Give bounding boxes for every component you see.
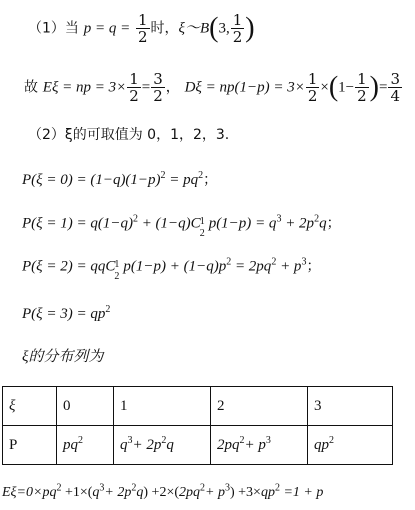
combination-lower: 2	[114, 271, 120, 282]
part1-label: （1）	[28, 20, 65, 37]
exponent: 3	[301, 256, 307, 268]
part1-dist-n: 3,	[218, 20, 230, 37]
fraction-numerator: 1	[137, 11, 148, 29]
variance-lhs: Dξ = np(1−p) = 3×	[184, 79, 305, 96]
prob-2-rhs: = 2pq	[234, 258, 272, 275]
exponent: 2	[314, 213, 320, 225]
table-header-cell: 3	[308, 387, 393, 426]
exponent: 2	[78, 434, 83, 446]
prob-1-mid2: p(1−p)	[208, 215, 252, 232]
exponent: 2	[200, 482, 206, 494]
term: + p	[205, 485, 225, 500]
prob-0-rhs: = pq	[169, 172, 199, 188]
term: q	[136, 485, 144, 500]
part1-when: 当	[64, 20, 79, 37]
fraction-denominator: 2	[137, 28, 148, 46]
prob-1-mid: + (1−q)C	[141, 215, 201, 232]
fraction-denominator: 2	[153, 87, 163, 105]
equals-sign: =	[141, 79, 151, 96]
expectation-lhs: Eξ=0×	[2, 485, 43, 500]
cell-term: q	[166, 436, 174, 453]
exponent: 2	[160, 170, 166, 181]
close-paren: )	[143, 485, 149, 500]
cell-term: + 2p	[132, 436, 162, 453]
prob-1-line	[22, 213, 341, 239]
exponent: 2	[239, 434, 245, 446]
fraction-denominator: 2	[129, 87, 139, 105]
prob-2-lhs: P(ξ = 2) = qqC	[22, 258, 116, 275]
equals-sign: =	[379, 79, 388, 96]
part1-cond-fraction	[136, 12, 150, 45]
prob-2-line	[22, 256, 321, 282]
variance-one-minus: 1−	[338, 79, 355, 96]
fraction-denominator: 2	[307, 87, 318, 105]
fraction-numerator: 1	[307, 70, 318, 88]
fraction-numerator: 1	[129, 70, 139, 88]
exponent: 2	[274, 482, 280, 494]
term: qp	[260, 485, 275, 500]
part1-dist-fraction	[231, 12, 245, 45]
prob-1-rhs: = q	[255, 215, 277, 232]
combination-symbol	[199, 213, 209, 239]
times-sign: ×	[320, 79, 329, 96]
prob-1-lhs: P(ξ = 1) = q(1−q)	[22, 215, 133, 232]
term: + 2p	[104, 485, 132, 500]
fraction-denominator: 2	[232, 28, 243, 46]
exponent: 2	[271, 256, 277, 268]
term: q	[92, 485, 100, 500]
close-paren: )	[369, 71, 379, 103]
exponent: 2	[105, 304, 111, 315]
part2-line	[28, 124, 229, 145]
variance-fraction-1	[306, 71, 320, 104]
expectation-line	[2, 483, 323, 503]
open-paren: (	[87, 485, 93, 500]
combination-symbol	[114, 256, 123, 282]
prob-1-rhs3: q	[319, 215, 327, 232]
close-paren: )	[229, 485, 235, 500]
variance-fraction-3	[388, 71, 402, 104]
therefore-word: 故	[24, 79, 38, 96]
exponent: 2	[329, 434, 334, 446]
semicolon: ；	[203, 172, 218, 188]
prob-0-lhs: P(ξ = 0) = (1−q)(1−p)	[22, 172, 161, 188]
term: 2pq	[179, 485, 201, 500]
open-paren: (	[174, 485, 180, 500]
cell-term: + p	[244, 436, 266, 453]
distribution-title-text: ξ的分布列为	[22, 349, 104, 365]
expectation-fraction-1	[127, 71, 141, 104]
exponent: 3	[99, 482, 105, 494]
exponent: 2	[132, 213, 138, 225]
fraction-numerator: 3	[390, 70, 401, 88]
fraction-denominator: 2	[357, 87, 367, 105]
semicolon: ；	[326, 215, 341, 232]
part1-distribution: ξ～B	[178, 20, 210, 37]
expectation-result: =1 + p	[283, 485, 324, 500]
table-row	[3, 387, 393, 426]
plus-term: +2×	[151, 485, 175, 500]
exponent: 2	[131, 482, 137, 494]
prob-1-rhs2: + 2p	[285, 215, 315, 232]
open-paren: (	[209, 12, 219, 44]
prob-0-line	[22, 170, 217, 190]
table-cell	[211, 426, 308, 465]
exponent: 3	[224, 482, 230, 494]
separator: ，	[165, 79, 180, 96]
cell-term: 2pq	[217, 436, 240, 453]
cell-term: q	[120, 436, 128, 453]
part1-condition: p = q =	[83, 20, 131, 37]
fraction-denominator: 4	[390, 87, 401, 105]
exponent: 3	[276, 213, 282, 225]
table-cell	[114, 426, 211, 465]
prob-2-rhs2: + p	[280, 258, 302, 275]
prob-3-line	[22, 304, 110, 324]
fraction-numerator: 1	[232, 11, 243, 29]
expectation-fraction-2	[151, 71, 165, 104]
table-header-cell: 0	[57, 387, 114, 426]
exponent: 2	[198, 170, 204, 181]
table-header-cell: 1	[114, 387, 211, 426]
table-row	[3, 426, 393, 465]
part2-label: （2）	[28, 127, 65, 143]
table-header-cell: ξ	[3, 387, 57, 426]
distribution-table	[2, 386, 393, 465]
distribution-title	[22, 346, 103, 367]
part1-line	[28, 12, 255, 45]
table-header-cell: 2	[211, 387, 308, 426]
semicolon: ；	[306, 258, 321, 275]
exponent: 2	[226, 256, 232, 268]
expectation-lhs: Eξ = np = 3×	[42, 79, 127, 96]
prob-2-mid: p(1−p)	[123, 258, 166, 275]
exponent: 3	[265, 434, 271, 446]
close-paren: )	[245, 12, 255, 44]
exponent: 3	[127, 434, 133, 446]
part2-text: ξ的可取值为 0，1，2，3.	[64, 127, 230, 143]
exponent: 2	[56, 482, 62, 494]
combination-upper: 1	[199, 216, 205, 227]
variance-fraction-2	[355, 71, 369, 104]
combination-upper: 1	[114, 259, 120, 270]
table-cell	[57, 426, 114, 465]
fraction-numerator: 3	[153, 70, 163, 88]
table-row-label: P	[3, 426, 57, 465]
cell-term: pq	[63, 436, 78, 453]
plus-term: +1×	[64, 485, 88, 500]
table-cell	[308, 426, 393, 465]
part1-calc-line	[24, 71, 403, 104]
combination-lower: 2	[199, 228, 205, 239]
prob-2-mid2: + (1−q)p	[169, 258, 227, 275]
exponent: 2	[161, 434, 167, 446]
plus-term: +3×	[238, 485, 261, 500]
term: pq	[42, 485, 57, 500]
prob-3-lhs: P(ξ = 3) = qp	[22, 306, 106, 322]
open-paren: (	[328, 71, 339, 103]
cell-term: qp	[314, 436, 329, 453]
part1-time-word: 时，	[150, 20, 179, 37]
fraction-numerator: 1	[357, 70, 367, 88]
